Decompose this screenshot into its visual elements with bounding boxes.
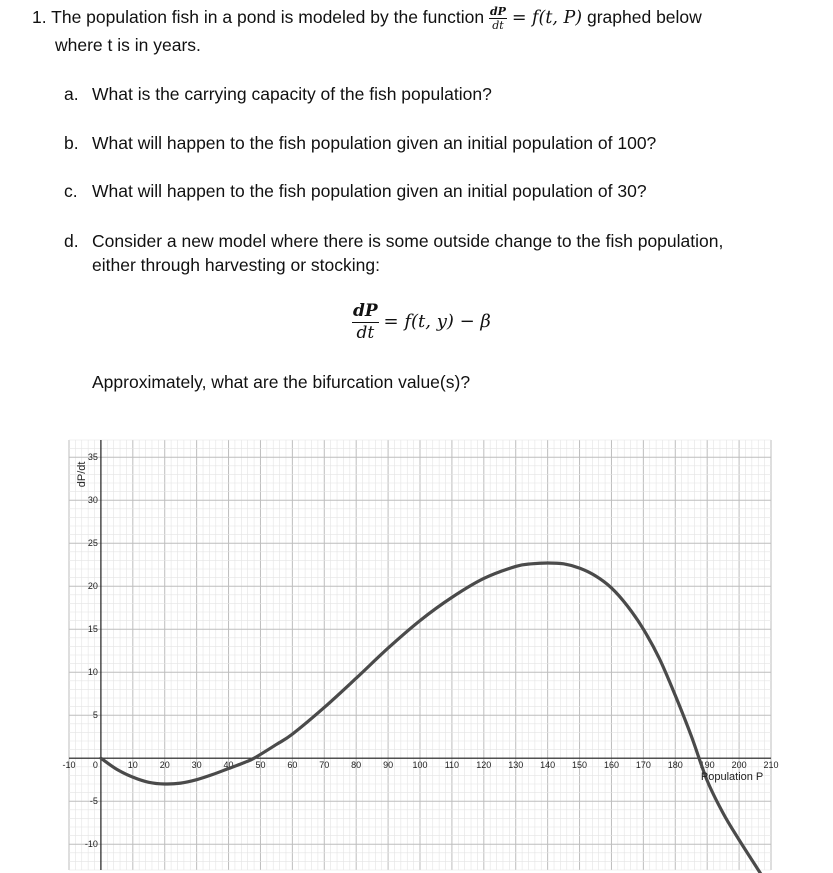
x-tick-label: 170 [635, 760, 651, 771]
x-tick-label: 130 [508, 760, 524, 771]
x-tick-label: 50 [255, 760, 266, 771]
x-tick-label: 100 [412, 760, 428, 771]
model-frac-denominator: dt [356, 323, 375, 343]
x-tick-label: 160 [603, 760, 619, 771]
population-rate-chart [62, 440, 779, 870]
x-tick-label: 110 [444, 760, 460, 771]
x-tick-label: 200 [731, 760, 747, 771]
chart-tick-labels [62, 452, 778, 849]
part-d-text-line2: either through harvesting or stocking: [92, 255, 380, 275]
part-d-text: Consider a new model where there is some outside change to the fish population, [92, 231, 724, 251]
series-line [101, 563, 771, 873]
part-d-label: d. [64, 231, 79, 251]
x-tick-label: 60 [287, 760, 298, 771]
model-frac-numerator: dP [353, 301, 378, 321]
x-tick-label: 90 [383, 760, 394, 771]
x-tick-label: 70 [319, 760, 330, 771]
y-tick-label: 30 [87, 495, 98, 506]
y-tick-label: 10 [87, 667, 98, 678]
x-tick-label: 140 [540, 760, 556, 771]
function-expression: = f(t, P) [511, 8, 583, 29]
y-axis-label: dP/dt [75, 461, 88, 488]
part-c-label: c. [64, 181, 78, 201]
x-tick-label: 0 [92, 760, 98, 771]
chart-grid [69, 440, 771, 870]
model-rhs: = f(t, y) − β [383, 311, 491, 333]
part-a-label: a. [64, 84, 79, 104]
y-tick-label: 25 [87, 538, 98, 549]
y-tick-label: -5 [89, 796, 98, 807]
problem-number: 1. [32, 7, 47, 28]
part-c [64, 181, 647, 202]
x-tick-label: 190 [699, 760, 715, 771]
model-fraction [352, 303, 379, 342]
part-b-text: What will happen to the fish population given an initial population of 100? [92, 133, 657, 153]
part-a [64, 84, 492, 105]
new-model-equation [352, 303, 491, 342]
x-tick-label: 10 [127, 760, 138, 771]
problem-intro [32, 6, 702, 31]
x-tick-label: 80 [351, 760, 362, 771]
x-tick-label: -10 [62, 760, 76, 771]
y-tick-label: 35 [87, 452, 98, 463]
y-tick-label: -10 [84, 839, 98, 850]
part-b-label: b. [64, 133, 79, 153]
part-d [64, 231, 723, 252]
y-tick-label: 15 [87, 624, 98, 635]
problem-intro-line2: where t is in years. [55, 35, 201, 55]
part-c-text: What will happen to the fish population given an initial population of 30? [92, 181, 647, 201]
bifurcation-question: Approximately, what are the bifurcation value(s)? [92, 372, 471, 392]
part-a-text: What is the carrying capacity of the fish population? [92, 84, 492, 104]
part-b [64, 133, 656, 154]
derivative-fraction [489, 6, 507, 31]
x-tick-label: 40 [223, 760, 234, 771]
frac-numerator: dP [489, 5, 506, 18]
x-tick-label: 20 [159, 760, 170, 771]
y-tick-label: 5 [92, 710, 98, 721]
y-tick-label: 20 [87, 581, 98, 592]
x-axis-label: Population P [700, 771, 764, 784]
problem-intro-text: The population fish in a pond is modeled by the function [51, 7, 485, 28]
x-tick-label: 120 [476, 760, 492, 771]
problem-intro-tail: graphed below [586, 7, 702, 28]
x-tick-label: 30 [191, 760, 202, 771]
frac-denominator: dt [492, 19, 504, 32]
x-tick-label: 150 [572, 760, 588, 771]
x-tick-label: 210 [763, 760, 779, 771]
chart-series [101, 563, 771, 873]
x-tick-label: 180 [667, 760, 683, 771]
